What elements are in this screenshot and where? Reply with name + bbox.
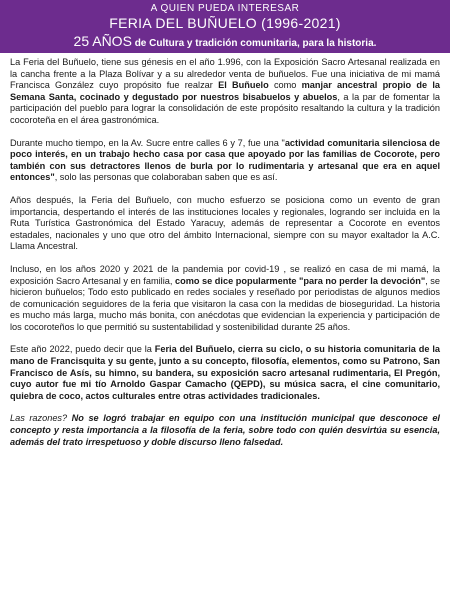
title-banner bbox=[0, 0, 450, 53]
bold-span: manjar ancestral propio de la Semana Santa, cocinado y degustado por nuestros bisabuelos y abuelos bbox=[10, 80, 440, 102]
text-span: Este año 2022, puedo decir que la bbox=[10, 344, 155, 355]
document-title: FERIA DEL BUÑUELO (1996-2021) bbox=[109, 15, 341, 31]
paragraph-early-years bbox=[10, 138, 440, 184]
text-span: , solo las personas que colaboraban saben que es así. bbox=[54, 172, 278, 183]
text-span: Incluso, en los años 2020 y 2021 de la pandemia por covid-19 , se realizó en casa de mi mamá, la exposición Sacro Artesanal y en familia, bbox=[10, 263, 440, 286]
text-span: La Feria del Buñuelo, tiene sus génesis en el año 1.996, con la Exposición Sacro Artesanal realizada en la cancha frente a la Plaza Bolívar y a su alrededor venta de buñuelos. Fue una iniciativa de mi mamá Francisca González cuyo propósito fue realzar bbox=[10, 57, 440, 91]
bold-span: como se dice popularmente "para no perder la devoción" bbox=[174, 275, 426, 286]
addressee-line: A QUIEN PUEDA INTERESAR bbox=[150, 3, 300, 14]
paragraph-growth bbox=[10, 195, 440, 253]
text-span: Años después, la Feria del Buñuelo, con mucho esfuerzo se posiciona como un evento de gran importancia, despertando el interés de las instituciones locales y regionales, logrando ser incluida en la Ruta Turística Gastronómica del Estado Yaracuy, además de representar a Cocorote en eventos estadales, nacionales y uno que otro del ámbito Internacional, siempre con su mayor exaltador la A.C. Llama Ancestral. bbox=[10, 194, 440, 252]
italic-span: Las razones? bbox=[10, 413, 72, 424]
text-span: Durante mucho tiempo, en la Av. Sucre entre calles 6 y 7, fue una " bbox=[10, 137, 285, 148]
subtitle bbox=[6, 32, 444, 53]
bold-span: actividad comunitaria silenciosa de poco interés, en un trabajo hecho casa por casa que apoyado por las familias de Cocorote, pero también con sus detractores llenos de burla por lo rudimentaria y artesanal que era en aquel entonces" bbox=[10, 137, 441, 183]
paragraph-origins bbox=[10, 57, 440, 127]
subtitle-text: de Cultura y tradición comunitaria, para la historia. bbox=[131, 38, 377, 49]
bold-span: El Buñuelo bbox=[218, 80, 269, 91]
paragraph-pandemic bbox=[10, 264, 440, 334]
text-span: , a la par de fomentar la participación del pueblo para lograr la consolidación de este propósito resaltando la cultura y la tradición cocoroteña en el área gastronómica. bbox=[10, 91, 440, 125]
bold-italic-span: No se logró trabajar en equipo con una institución municipal que desconoce el concepto y resta importancia a la filosofía de la feria, sobre todo con quién desvirtúa su esencia, además del trato irrespetuoso y doble discurso lleno falsedad. bbox=[10, 413, 440, 447]
letter-body bbox=[0, 53, 450, 448]
text-span: , se hicieron buñuelos; Todo esto publicado en redes sociales y reseñado por periodistas de algunos medios de comunicación seguidores de la feria que visitaron la casa con la medidas de bioseguridad. La historia es mucho más larga, mucho más bonita, con anécdotas que evidencian la experiencia y participación de los cocoroteños lo que permitió su sustentabilidad y sostenibilidad durante 25 años. bbox=[10, 275, 441, 332]
paragraph-closing bbox=[10, 344, 440, 402]
text-span: como bbox=[268, 80, 302, 91]
subtitle-years: 25 AÑOS bbox=[73, 33, 132, 49]
bold-span: Feria del Buñuelo, cierra su ciclo, o su historia comunitaria de la mano de Francisquita y su gente, junto a su concepto, filosofía, elementos, como su Patrono, San Francisco de Asís, su himno, su bandera, su exposición sacro artesanal rudimentaria, El Pregón, cuyo autor fue mi tío Arnoldo Gaspar Camacho (QEPD), su música sacra, el cine comunitario, quiebra de coco, actos culturales entre otras actividades tradicionales. bbox=[10, 344, 440, 401]
paragraph-reasons bbox=[10, 413, 440, 448]
